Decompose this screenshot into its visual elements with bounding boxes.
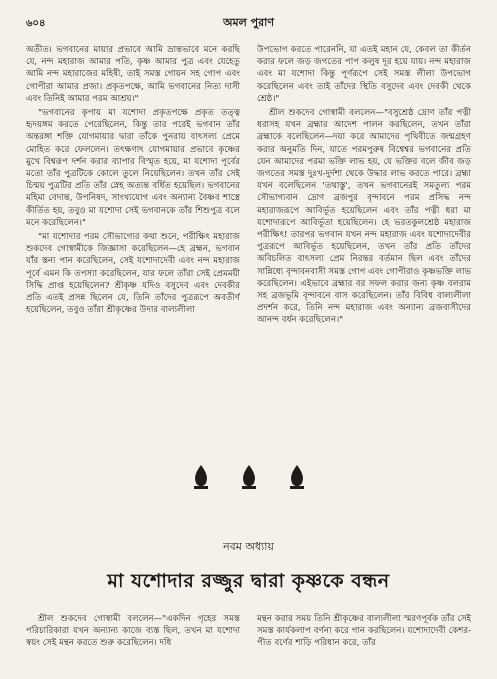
ornament-icon [286, 464, 308, 494]
left-paragraph-2: "ভগবানের কৃপায় মা যশোদা প্রকৃতপক্ষে প্রকৃত তত্ত্ব হৃদয়ঙ্গম করতে পেরেছিলেন, কিন্তু তার পরেই ভগবান তাঁর অন্তরঙ্গা শক্তি যোগমায়ার দ্বারা তাঁকে পুনরায় বাৎসল্য প্রেমে মোহিত করে ফেললেন। তৎক্ষণাৎ যোগমায়ার প্রভাবে কৃষ্ণের মুখে বিশ্বরূপ দর্শন করার ব্যাপার বিস্মৃত হয়ে, মা যশোদা পূর্বের মতো তাঁর পুত্রটিকে কোলে তুলে নিয়েছিলেন। তখন তাঁর সেই চিন্ময় পুত্রটির প্রতি তাঁর স্নেহ অত্যন্ত বর্ধিত হয়েছিল। ভগবানের মহিমা বেদান্ত, উপনিষদ, সাংখ্যযোগ এবং অন্যান্য বৈষ্ণব শাস্ত্রে কীর্তিত হয়, তবুও মা যশোদা সেই ভগবানকে তাঁর শিশুপুত্র বলে মনে করেছিলেন।" [26, 108, 240, 228]
bottom-right-column [257, 613, 471, 652]
bottom-left-paragraph: শ্রীল শুকদেব গোস্বামী বললেন—"একদিন গৃহের সমস্ত পরিচারিকারা যখন অন্যান্য কাজে ব্যস্ত ছিল, তখন মা যশোদা স্বয়ং সেই মন্থন করতে শুরু করেছিলেন। দধি [26, 614, 240, 649]
right-column [257, 44, 471, 444]
right-paragraph-1: উপভোগ করতে পারেননি, যা এতই মহান যে, কেবল তা কীর্তন করার ফলে জড় জগতের পাপ কলুষ দূর হয়ে যায়। নন্দ মহারাজ এবং মা যশোদা কিন্তু পূর্ণরূপে সেই সমস্ত লীলা উপভোগ করেছিলেন এবং তাই তাঁদের স্থিতি বসুদেব এবং দেবকী থেকে শ্রেষ্ঠ।" [257, 45, 471, 104]
left-column [26, 44, 240, 444]
chapter-label: নবম অধ্যায় [223, 540, 274, 553]
bottom-left-column [26, 613, 240, 652]
ornament-icon [238, 464, 260, 494]
left-paragraph-1: অতীত। ভগবানের মায়ার প্রভাবে আমি ভ্রান্তভাবে মনে করছি যে, নন্দ মহারাজ আমার পতি, কৃষ্ণ আমার পুত্র এবং যেহেতু আমি নন্দ মহারাজের মহিষী, তাই সমস্ত গোয়ন সহ গোপ এবং গোপীরা আমার প্রজা। প্রকৃতপক্ষে, আমি ভগবানের নিত্য দাসী এবং তিনিই আমার পরম আশ্রয়।" [26, 45, 240, 104]
chapter-title: মা যশোদার রজ্জুর দ্বারা কৃষ্ণকে বন্ধন [107, 570, 390, 592]
running-title: অমল পুরাণ [222, 16, 275, 29]
page-number: ৬০৪ [26, 18, 46, 29]
chapter-text-columns [26, 613, 471, 652]
section-ornaments [26, 464, 471, 494]
bottom-right-paragraph: মন্থন করার সময় তিনি শ্রীকৃষ্ণের বাল্যলীলা স্মরণপূর্বক তাঁর সেই সমস্ত কার্যকলাপ বর্ণনা করে গান করছিলেন। যশোদাদেবী কেশর-পীত বর্ণের শাড়ি পরিধান করে, তাঁর [257, 614, 471, 649]
left-paragraph-3: "মা যশোদার পরম সৌভাগ্যের কথা শুনে, পরীক্ষিৎ মহারাজ শুকদেব গোস্বামীকে জিজ্ঞাসা করেছিলেন—হে ব্রহ্মন, ভগবান যাঁর স্তন্য পান করেছিলেন, সেই যশোদাদেবী এবং নন্দ মহারাজ পূর্বে এমন কি তপস্যা করেছিলেন, যার ফলে তাঁরা সেই প্রেমময়ী সিদ্ধি প্রাপ্ত হয়েছিলেন? শ্রীকৃষ্ণ যদিও বসুদেব এবং দেবকীর প্রতি এতই প্রসন্ন ছিলেন যে, তিনি তাঁদের পুত্ররূপে অবতীর্ণ হয়েছিলেন, তবুও তাঁরা শ্রীকৃষ্ণের উদার বাল্যলীলা [26, 232, 240, 316]
ornament-icon [190, 464, 212, 494]
text-columns [26, 44, 471, 444]
right-paragraph-2: শ্রীল শুকদেব গোস্বামী বললেন—"বসুশ্রেষ্ঠ দ্রোণ তাঁর পত্নী ধরাসহ যখন ব্রহ্মার আদেশ পালন করছিলেন, তখন তাঁরা ব্রহ্মাকে বলেছিলেন—দয়া করে আমাদের পৃথিবীতে জন্মগ্রহণ করার অনুমতি দিন, যাতে পরমপুরুষ বিশ্বেশ্বর ভগবানের প্রতি যেন আমাদের পরমা ভক্তি লাভ হয়, যে ভক্তির বলে জীব জড় জগতের সমস্ত দুঃখ-দুর্দশা থেকে উদ্ধার লাভ করতে পারে। ব্রহ্মা যখন বলেছিলেন 'তথাস্তু', তখন ভগবানেরই সমতুল্য পরম সৌভাগ্যবান দ্রোণ ব্রজপুর বৃন্দাবনে পরম প্রসিদ্ধ নন্দ মহারাজরূপে আবির্ভূত হয়েছিলেন এবং তাঁর পত্নী ধরা মা যশোদারূপে আবির্ভূতা হয়েছিলেন। হে ভরতকুলশ্রেষ্ঠ মহারাজ পরীক্ষিৎ! তারপর ভগবান যখন নন্দ মহারাজ এবং যশোদাদেবীর পুত্ররূপে আবির্ভূত হয়েছিলেন, তখন তাঁর প্রতি তাঁদের অবিচলিত বাৎসল্য প্রেম নিরন্তর বর্তমান ছিল এবং তাঁদের সান্নিধ্যে বৃন্দাবনবাসী সমস্ত গোপ এবং গোপীরাও কৃষ্ণভক্তি লাভ করেছিলেন। এইভাবে ব্রহ্মার বর সফল করার জন্য কৃষ্ণ বলরাম সহ ব্রজভূমি বৃন্দাবনে বাস করেছিলেন। তাঁর বিবিধ বাল্যলীলা প্রদর্শন করে, তিনি নন্দ মহারাজ এবং অন্যান্য ব্রজবাসীদের আনন্দ বর্ধন করেছিলেন।" [257, 108, 471, 326]
page-header [26, 14, 471, 36]
